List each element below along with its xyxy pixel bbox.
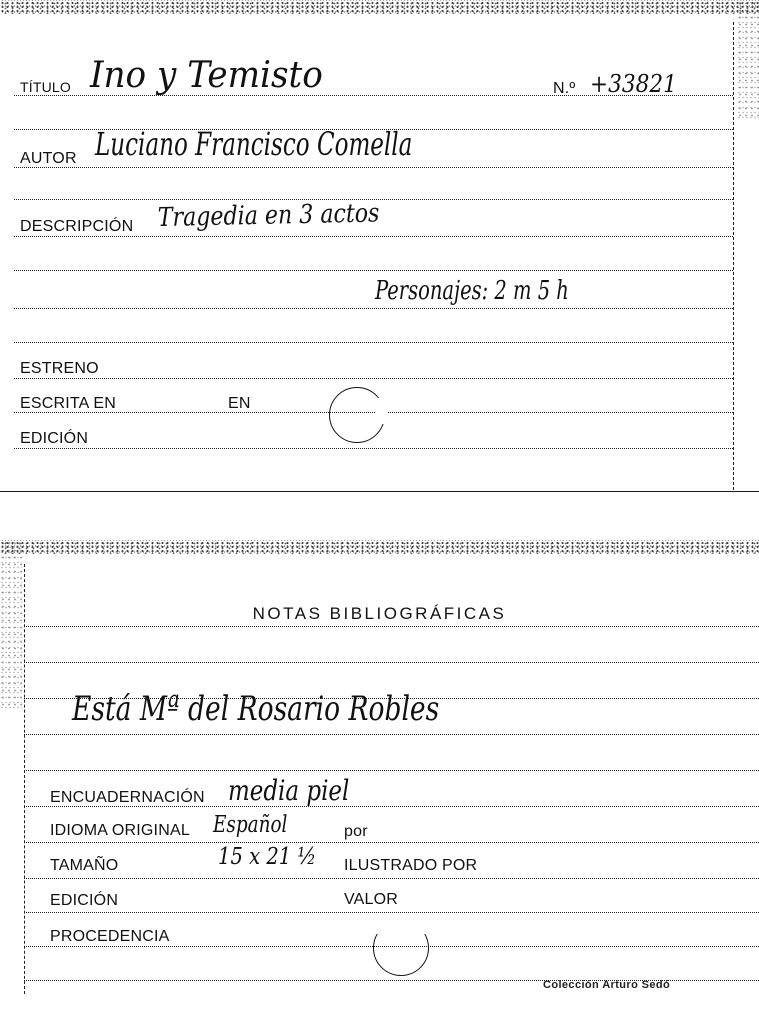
handwritten-tamano: 15 x 21 ½ [218,844,317,870]
label-tamano: TAMAÑO [50,857,119,874]
handwritten-numero: +33821 [590,70,677,98]
front-catalog-card [0,0,759,492]
card-edge-speckle [0,0,759,14]
left-margin-line [24,564,25,994]
label-por: por [344,823,368,840]
ruled-line [14,308,733,309]
card-edge-speckle [0,540,759,554]
label-titulo: TÍTULO [20,79,71,95]
ruled-line [24,770,759,771]
label-idioma-original: IDIOMA ORIGINAL [50,822,190,839]
label-encuadernacion: ENCUADERNACIÓN [50,789,205,806]
card-edge-speckle [0,540,22,710]
label-en: EN [228,395,251,412]
ruled-line [14,167,733,168]
ruled-line [14,378,733,379]
ruled-line [14,342,733,343]
handwritten-titulo: Ino y Temisto [90,55,323,96]
ruled-line [24,626,759,627]
right-margin-line [733,22,734,490]
handwritten-personajes: Personajes: 2 m 5 h [375,276,569,306]
label-estreno: ESTRENO [20,360,99,377]
ruled-line [24,912,759,913]
ruled-line [14,448,733,449]
ruled-line [14,236,733,237]
ruled-line [24,842,759,843]
label-procedencia: PROCEDENCIA [50,928,170,945]
collection-credit: Colección Arturo Sedó [543,979,671,991]
handwritten-nota: Está Mª del Rosario Robles [72,689,440,729]
card-edge-speckle [737,0,759,120]
ruled-line [14,270,733,271]
ruled-line [24,878,759,879]
label-valor: VALOR [344,891,399,908]
ruled-line [24,662,759,663]
label-autor: AUTOR [20,150,77,167]
label-edicion: EDICIÓN [20,430,89,447]
label-descripcion: DESCRIPCIÓN [20,218,134,235]
ruled-line [24,806,759,807]
label-numero: N.º [553,80,576,97]
label-edicion: EDICIÓN [50,892,119,909]
handwritten-autor: Luciano Francisco Comella [95,125,413,163]
handwritten-idioma: Español [213,812,288,838]
handwritten-descripcion: Tragedia en 3 actos [157,198,380,233]
label-escrita-en: ESCRITA EN [20,395,116,412]
ruled-line [24,734,759,735]
card-bottom-edge [0,491,759,492]
label-ilustrado-por: ILUSTRADO POR [344,857,478,874]
notas-heading: NOTAS BIBLIOGRÁFICAS [252,604,507,623]
handwritten-encuadernacion: media piel [228,774,350,807]
back-catalog-card [0,540,759,1028]
